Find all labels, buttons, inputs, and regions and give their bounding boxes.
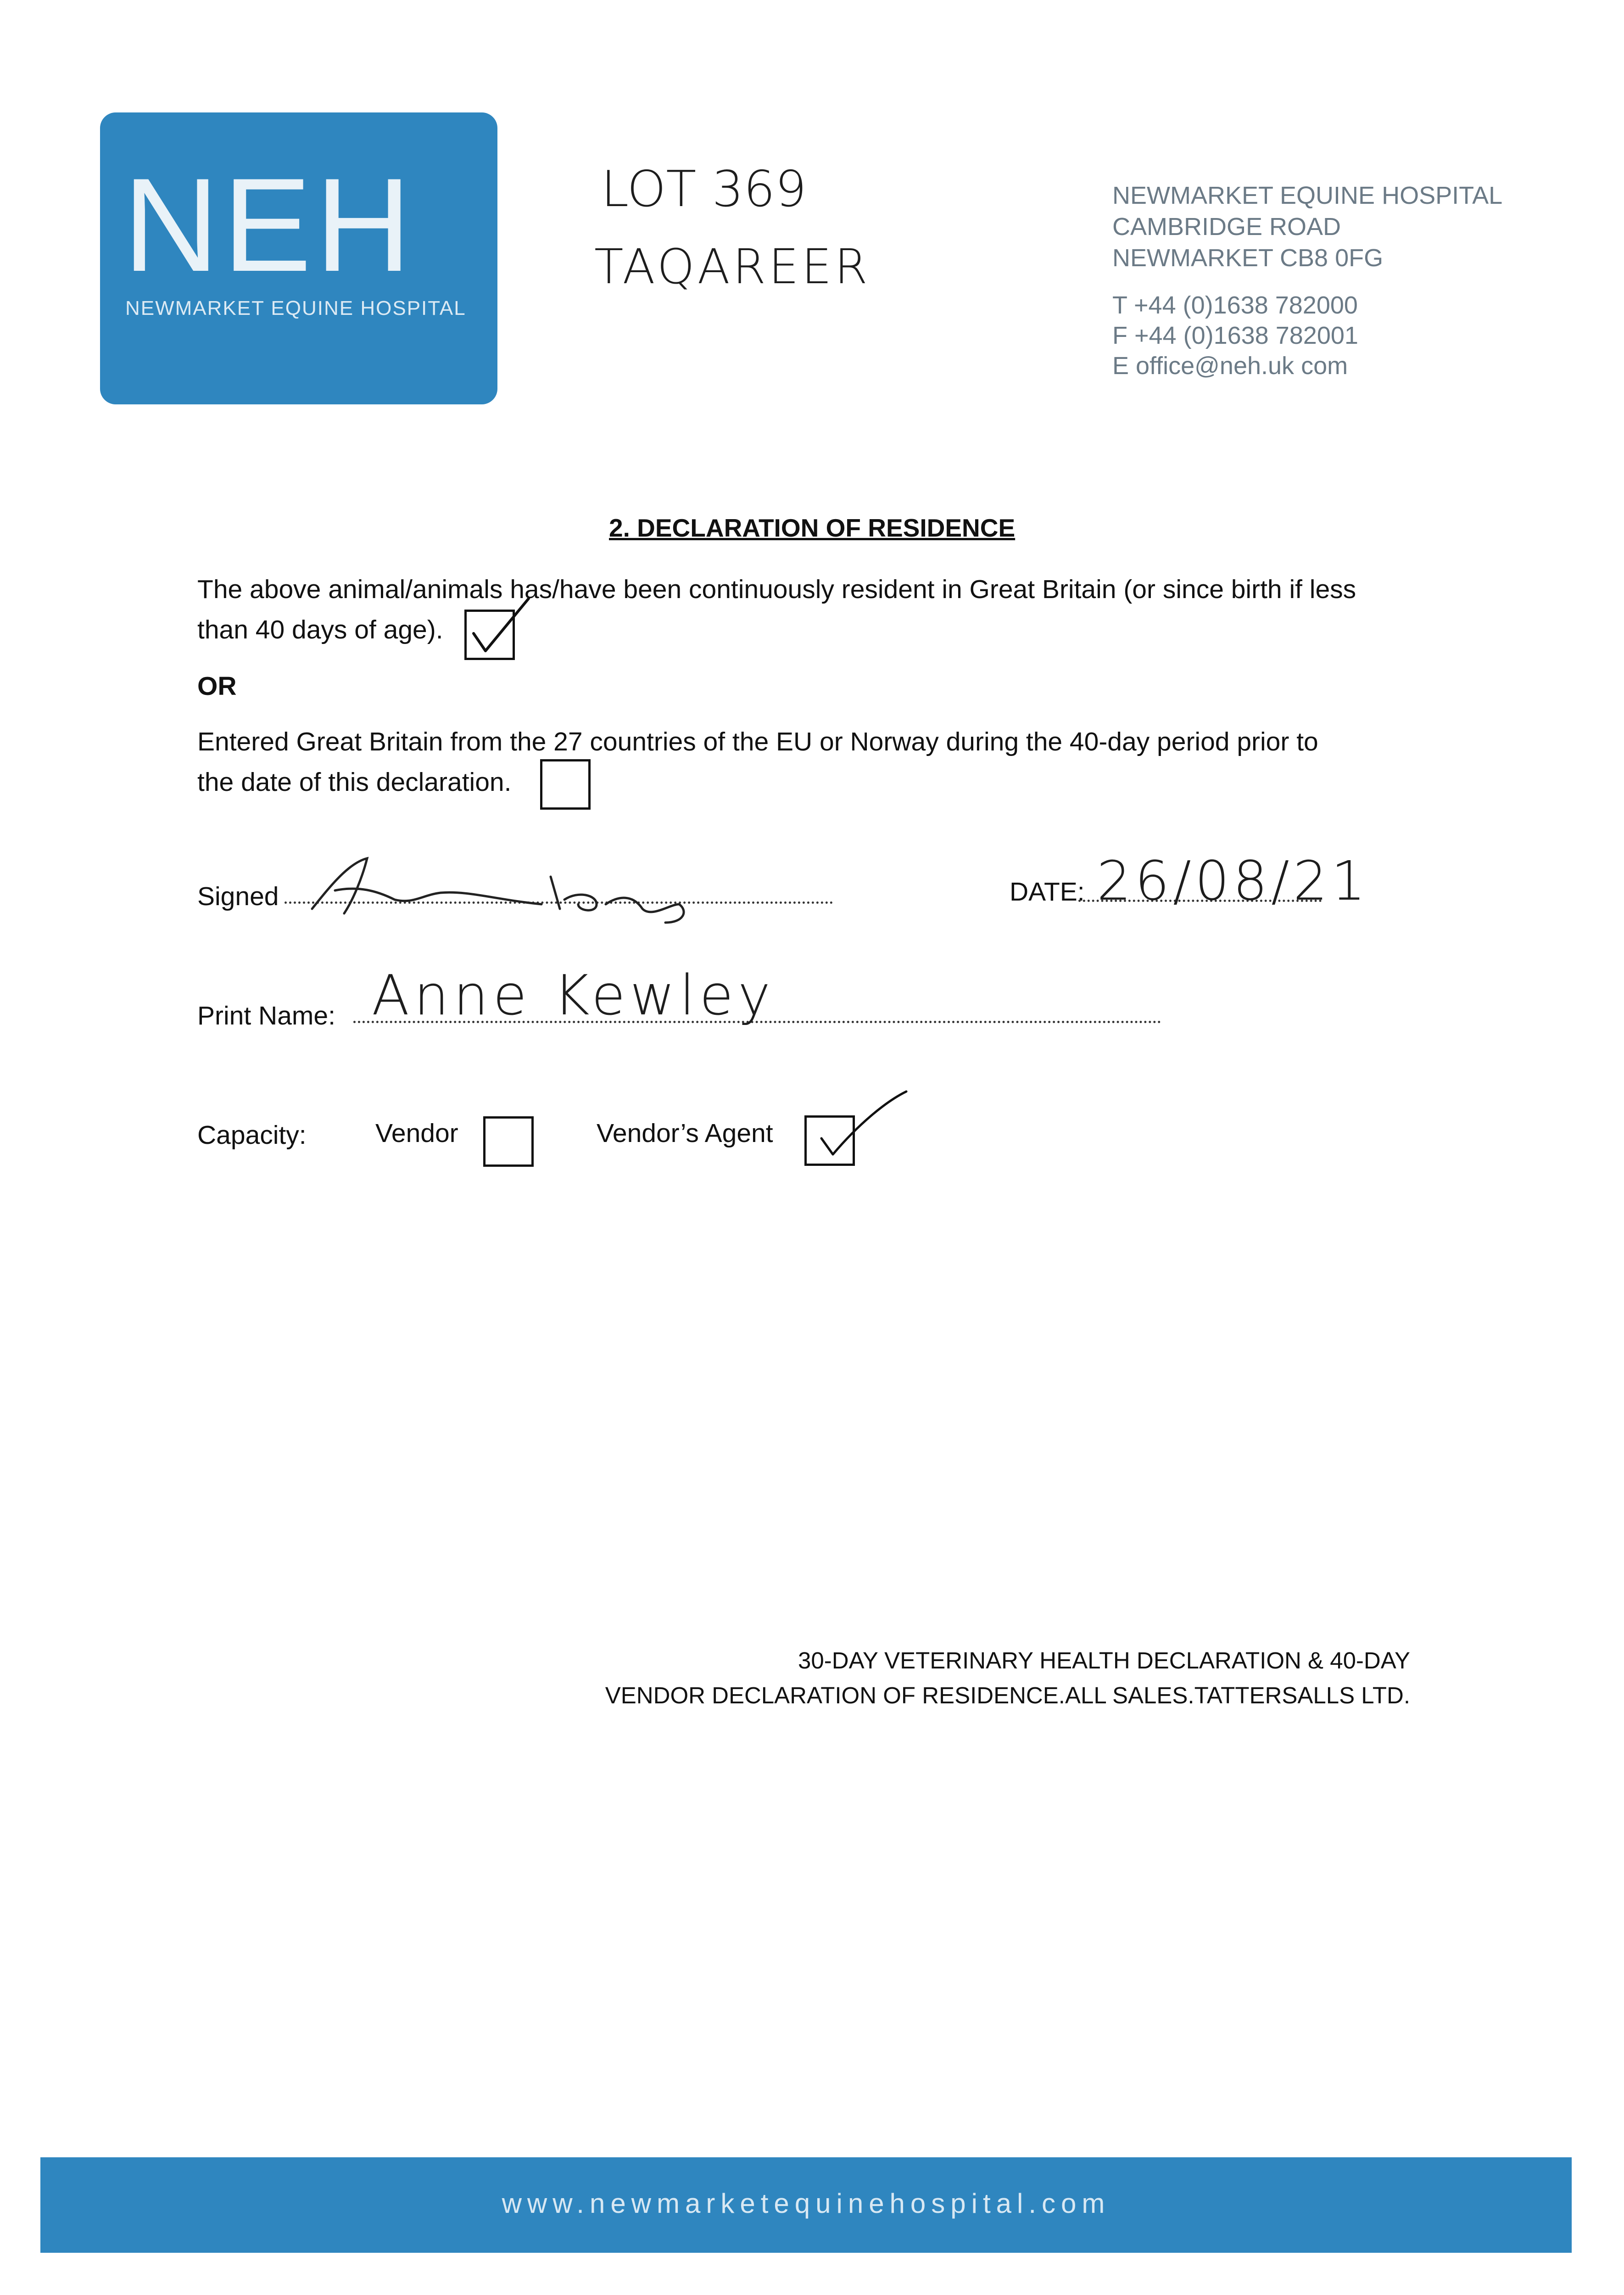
address-line-3: NEWMARKET CB8 0FG (1112, 244, 1384, 272)
signed-label: Signed (197, 882, 279, 911)
or-separator: OR (197, 672, 237, 701)
residence-statement-line-2: than 40 days of age). (197, 615, 443, 644)
print-name-label: Print Name: (197, 1001, 335, 1030)
date-label: DATE: (1010, 877, 1085, 907)
vendor-label: Vendor (375, 1119, 458, 1148)
form-reference (605, 1643, 1410, 1713)
resident-checkmark-icon (463, 592, 532, 661)
contact-fax: F +44 (0)1638 782001 (1112, 322, 1358, 349)
logo-name: NEWMARKET EQUINE HOSPITAL (125, 297, 466, 319)
address-line-1: NEWMARKET EQUINE HOSPITAL (1112, 182, 1503, 209)
neh-logo (100, 112, 497, 404)
residence-statement (197, 569, 1356, 650)
signature-image (303, 849, 707, 927)
contact-block (1112, 290, 1358, 381)
eu-entry-checkbox[interactable] (540, 759, 591, 810)
website-url: www.newmarketequinehospital.com (502, 2188, 1111, 2219)
contact-phone: T +44 (0)1638 782000 (1112, 291, 1358, 319)
eu-entry-statement-line-1: Entered Great Britain from the 27 countries of the EU or Norway during the 40-day period prior to (197, 727, 1318, 756)
handwritten-lot-number: LOT 369 (601, 161, 807, 218)
eu-entry-statement (197, 722, 1318, 802)
contact-email: E office@neh.uk com (1112, 352, 1348, 380)
vendors-agent-label: Vendor’s Agent (597, 1119, 773, 1148)
form-reference-line-2: VENDOR DECLARATION OF RESIDENCE.ALL SALES.TATTERSALLS LTD. (605, 1682, 1410, 1708)
eu-entry-statement-line-2: the date of this declaration. (197, 767, 512, 797)
form-reference-line-1: 30-DAY VETERINARY HEALTH DECLARATION & 40-DAY (798, 1647, 1410, 1674)
logo-abbreviation: NEH (123, 151, 415, 299)
vendors-agent-checkmark-icon (808, 1088, 918, 1161)
address-line-2: CAMBRIDGE ROAD (1112, 213, 1341, 241)
print-name-value: Anne Kewley (372, 964, 776, 1028)
address-block (1112, 180, 1502, 274)
residence-statement-line-1: The above animal/animals has/have been continuously resident in Great Britain (or since birth if less (197, 575, 1356, 604)
section-heading: 2. DECLARATION OF RESIDENCE (609, 514, 1016, 542)
handwritten-horse-name: TAQAREER (594, 239, 871, 295)
capacity-label: Capacity: (197, 1120, 307, 1150)
date-value: 26/08/21 (1097, 849, 1369, 912)
vendor-checkbox[interactable] (483, 1116, 534, 1167)
footer-band (40, 2157, 1572, 2253)
